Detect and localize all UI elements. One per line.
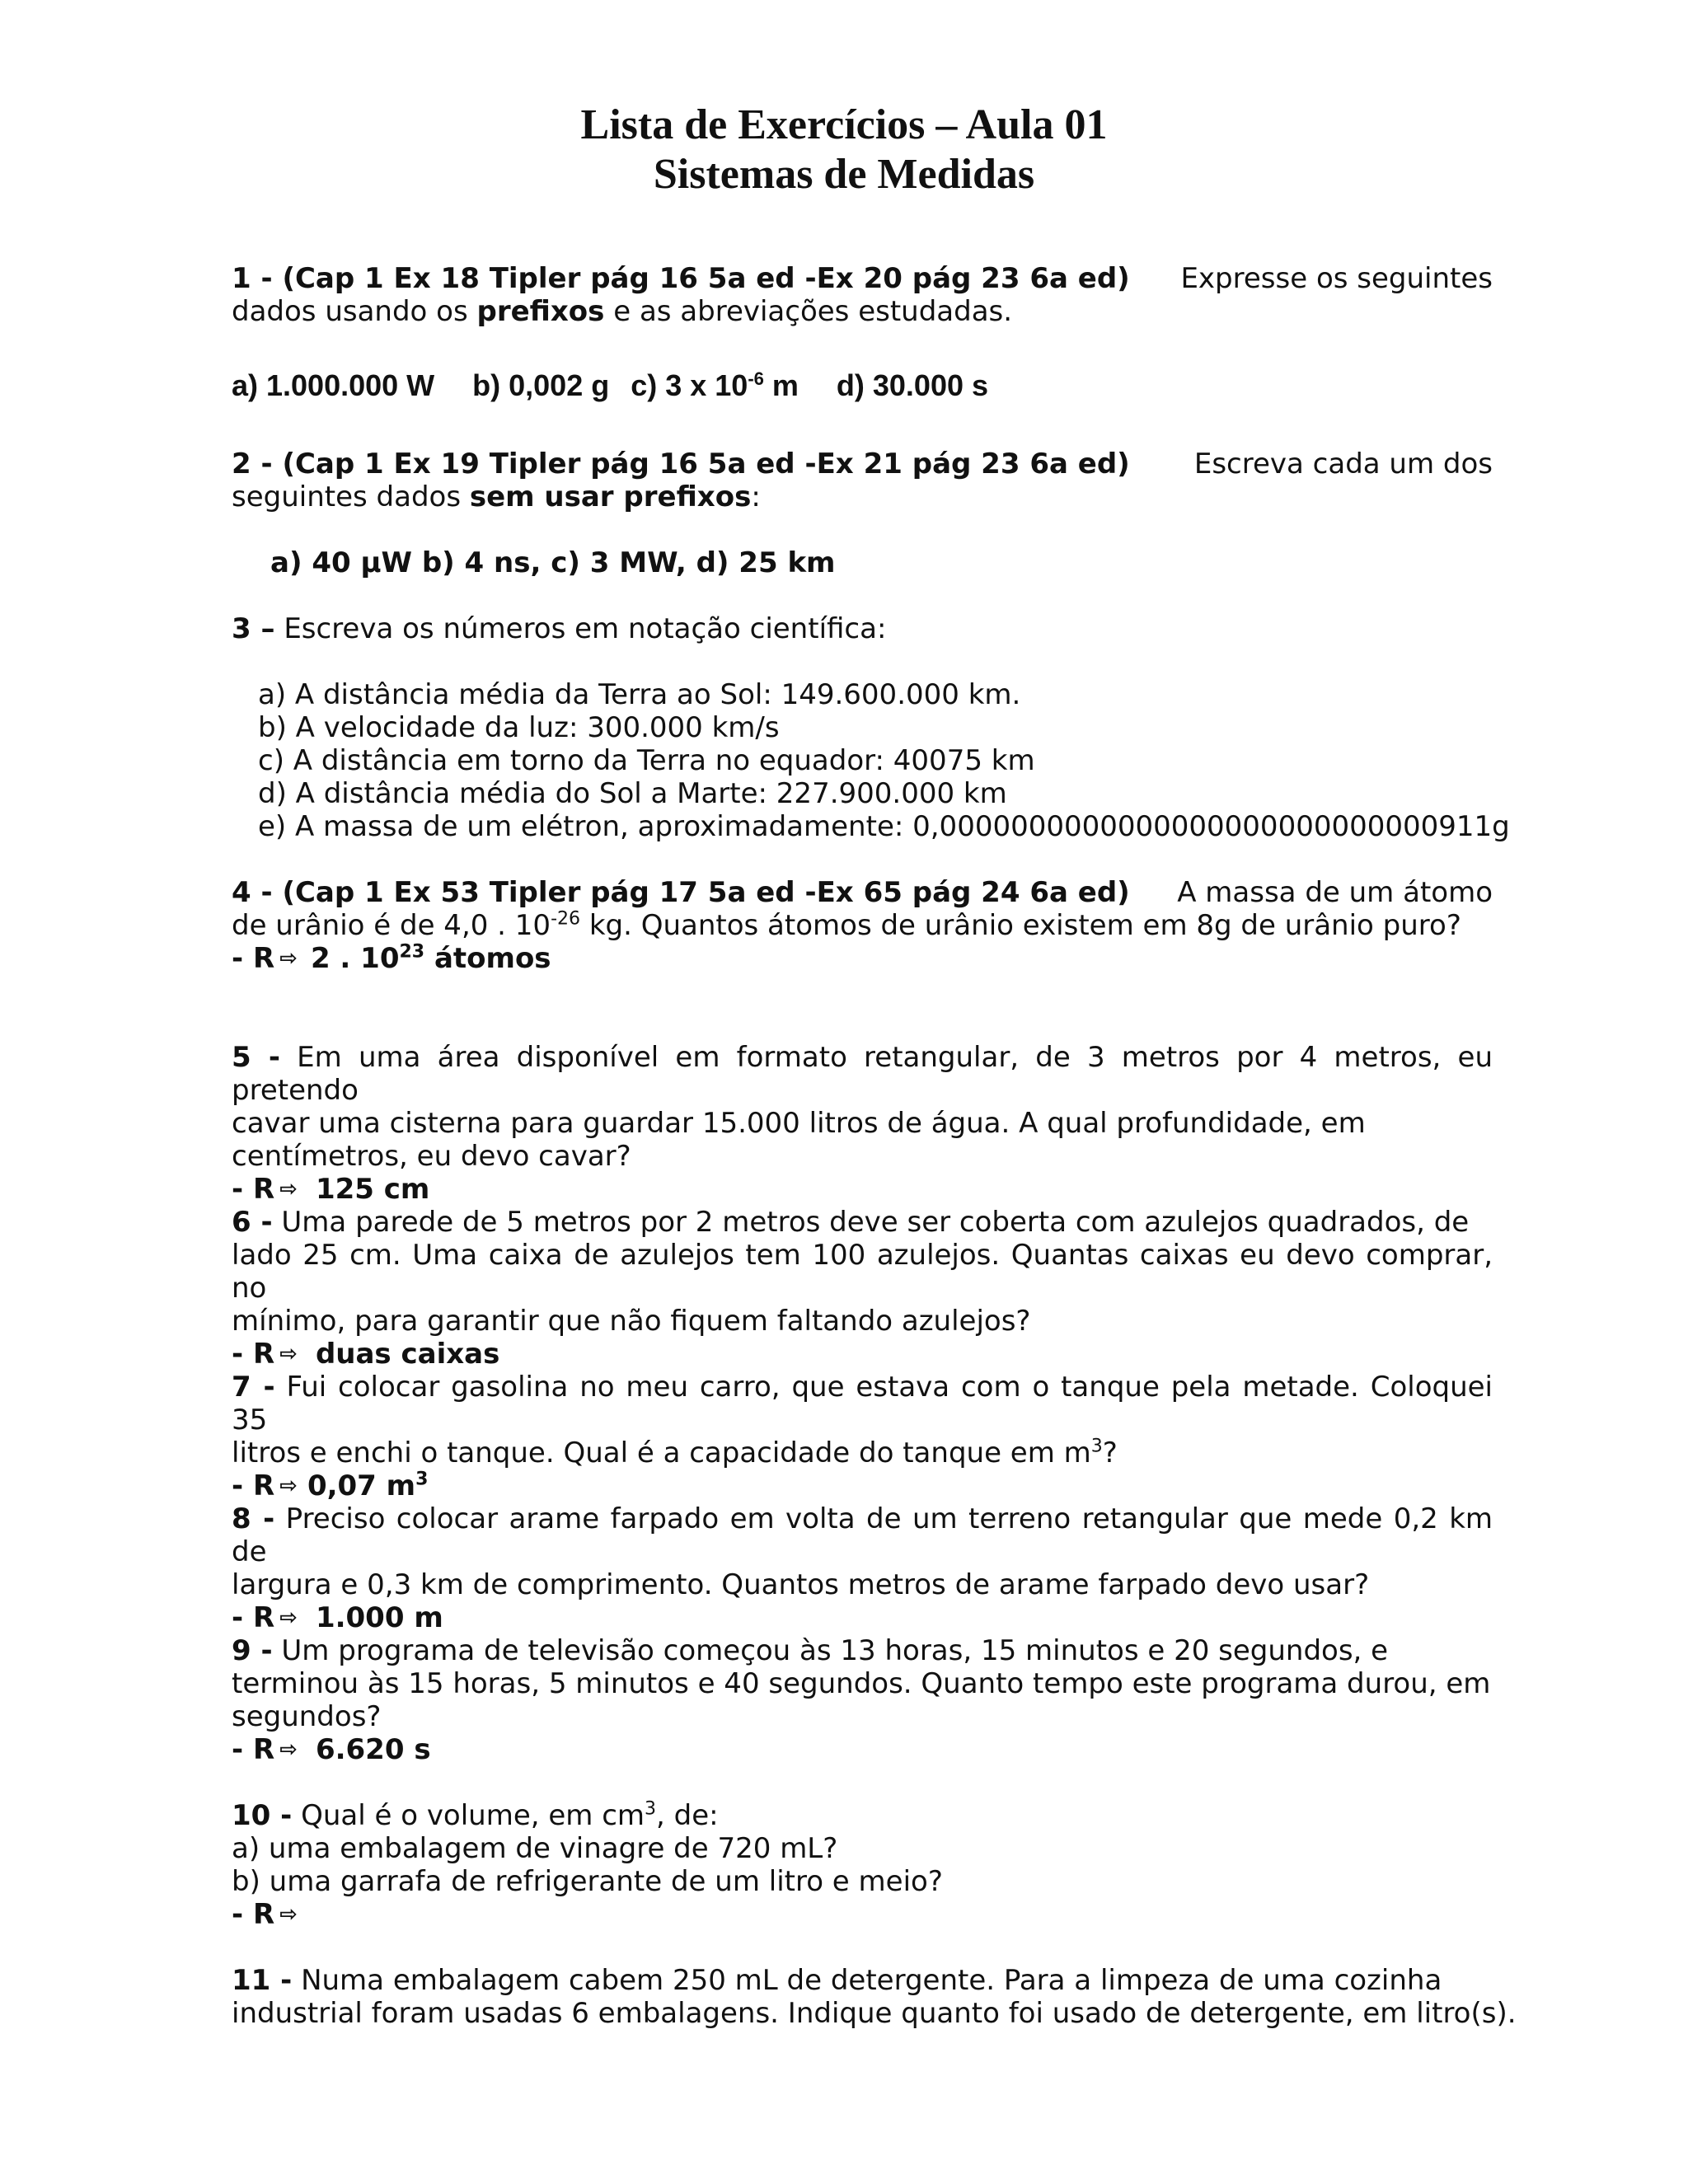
list-item: d) A distância média do Sol a Marte: 227.900.000 km bbox=[258, 777, 1007, 810]
list-item: b) A velocidade da luz: 300.000 km/s bbox=[258, 711, 780, 744]
question-5-answer: - R ⇨ 125 cm bbox=[232, 1173, 430, 1206]
arrow-icon: ⇨ bbox=[279, 1177, 298, 1202]
question-2-items: a) 40 µW b) 4 ns, c) 3 MW, d) 25 km bbox=[270, 546, 836, 579]
item-d: d) 30.000 s bbox=[836, 368, 989, 402]
arrow-icon: ⇨ bbox=[279, 946, 298, 971]
question-3-number: 3 – bbox=[232, 612, 275, 645]
question-5: 5 - Em uma área disponível em formato retangular, de 3 metros por 4 metros, eu pretendo cavar uma cisterna para guardar 15.000 litros de água. A qual profundidade, em centímetros, eu devo cavar? - R ⇨ 125 cm bbox=[232, 1041, 1493, 1206]
item-b: b) 0,002 g bbox=[472, 368, 610, 402]
list-item: a) A distância média da Terra ao Sol: 149.600.000 km. bbox=[258, 678, 1021, 711]
question-8: 8 - Preciso colocar arame farpado em volta de um terreno retangular que mede 0,2 km de largura e 0,3 km de comprimento. Quantos metros de arame farpado devo usar? - R ⇨ 1.000 m bbox=[232, 1502, 1493, 1634]
item-a: a) 1.000.000 W bbox=[232, 368, 435, 402]
question-2-text-start: Escreva cada um dos bbox=[1193, 448, 1493, 480]
question-8-answer: - R ⇨ 1.000 m bbox=[232, 1601, 443, 1634]
question-1-bold: prefixos bbox=[476, 295, 605, 328]
question-4-text-start: A massa de um átomo bbox=[1177, 876, 1493, 909]
question-1-items bbox=[232, 369, 1493, 402]
question-6: 6 - Uma parede de 5 metros por 2 metros deve ser coberta com azulejos quadrados, de lado 25 cm. Uma caixa de azulejos tem 100 azulejos. Quantas caixas eu devo comprar, no mínimo, para garantir que não fiquem faltando azulejos? - R ⇨ duas caixas bbox=[232, 1206, 1493, 1371]
question-9-answer: - R ⇨ 6.620 s bbox=[232, 1733, 431, 1766]
question-7: 7 - Fui colocar gasolina no meu carro, que estava com o tanque pela metade. Coloquei 35 litros e enchi o tanque. Qual é a capacidade do tanque em $m^3$? - R ⇨ 0,07 $m^3$ bbox=[232, 1371, 1493, 1502]
question-9: 9 - Um programa de televisão começou às 13 horas, 15 minutos e 20 segundos, e terminou às 15 horas, 5 minutos e 40 segundos. Quanto tempo este programa durou, em segundos? - R ⇨ 6.620 s bbox=[232, 1634, 1493, 1766]
arrow-icon: ⇨ bbox=[279, 1902, 298, 1927]
question-1: 1 - (Cap 1 Ex 18 Tipler pág 16 5a ed -Ex 20 pág 23 6a ed) Expresse os seguintes dados usando os prefixos e as abreviações estudadas. bbox=[232, 262, 1493, 328]
question-10-answer: - R ⇨ bbox=[232, 1898, 1493, 1931]
question-7-answer: - R ⇨ 0,07 $m^3$ bbox=[232, 1469, 429, 1502]
question-1-heading: 1 - (Cap 1 Ex 18 Tipler pág 16 5a ed -Ex 20 pág 23 6a ed) bbox=[232, 262, 1130, 295]
arrow-icon: ⇨ bbox=[279, 1474, 298, 1498]
question-2-bold: sem usar prefixos bbox=[469, 480, 752, 513]
question-4: 4 - (Cap 1 Ex 53 Tipler pág 17 5a ed -Ex 65 pág 24 6a ed) A massa de um átomo de urânio é de 4,0 . $10^{-26}$ kg. Quantos átomos de urânio existem em 8g de urânio puro? - R ⇨ 2 . $10^{23}$ átomos bbox=[232, 876, 1493, 975]
page-subtitle: Sistemas de Medidas bbox=[653, 151, 1035, 198]
arrow-icon: ⇨ bbox=[279, 1605, 298, 1630]
list-item: e) A massa de um elétron, aproximadamente: 0,0000000000000000000000000000911g bbox=[258, 810, 1510, 843]
question-3-list bbox=[258, 678, 1519, 843]
question-10: 10 - Qual é o volume, em $cm^3$, de: a) uma embalagem de vinagre de 720 mL? b) uma garrafa de refrigerante de um litro e meio? - R ⇨ bbox=[232, 1799, 1493, 1931]
list-item: c) A distância em torno da Terra no equador: 40075 km bbox=[258, 744, 1035, 777]
question-3 bbox=[232, 612, 1493, 645]
question-2: 2 - (Cap 1 Ex 19 Tipler pág 16 5a ed -Ex 21 pág 23 6a ed) Escreva cada um dos seguintes dados sem usar prefixos: bbox=[232, 448, 1493, 513]
arrow-icon: ⇨ bbox=[279, 1737, 298, 1762]
question-3-text: Escreva os números em notação científica: bbox=[284, 612, 887, 645]
question-6-answer: - R ⇨ duas caixas bbox=[232, 1338, 500, 1371]
question-1-text-start: Expresse os seguintes bbox=[1180, 262, 1493, 295]
question-4-heading: 4 - (Cap 1 Ex 53 Tipler pág 17 5a ed -Ex 65 pág 24 6a ed) bbox=[232, 876, 1130, 909]
question-11: 11 - Numa embalagem cabem 250 mL de detergente. Para a limpeza de uma cozinha industrial foram usadas 6 embalagens. Indique quanto foi usado de detergente, em litro(s). bbox=[232, 1964, 1517, 2030]
question-4-answer: - R ⇨ 2 . $10^{23}$ átomos bbox=[232, 941, 551, 975]
page-title: Lista de Exercícios – Aula 01 bbox=[580, 101, 1108, 148]
item-c: c) 3 x $10^{-6}$ m bbox=[631, 368, 799, 402]
arrow-icon: ⇨ bbox=[279, 1342, 298, 1366]
question-2-heading: 2 - (Cap 1 Ex 19 Tipler pág 16 5a ed -Ex 21 pág 23 6a ed) bbox=[232, 448, 1130, 480]
